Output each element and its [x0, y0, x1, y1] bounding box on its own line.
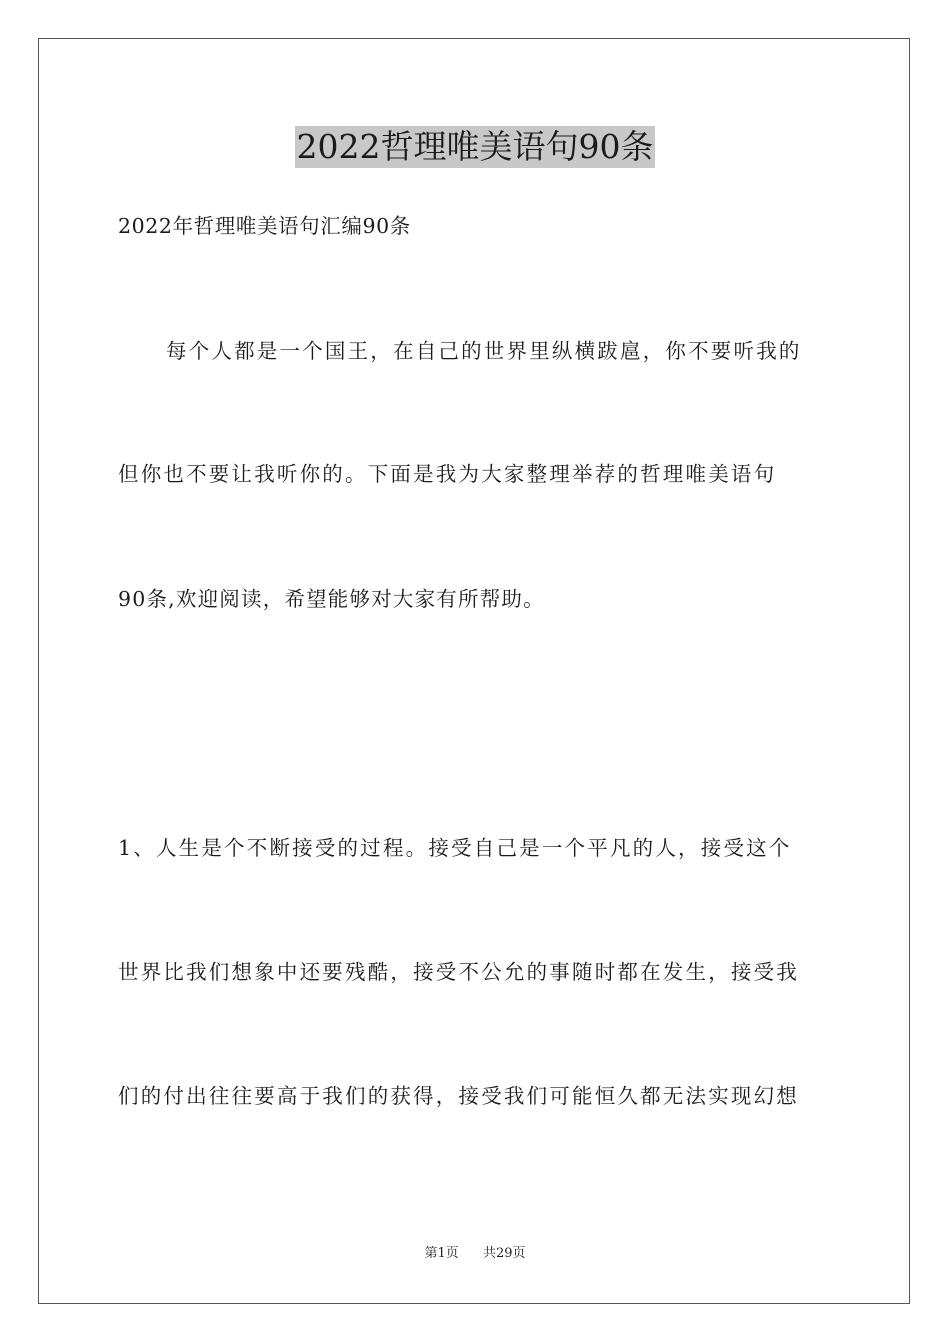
page-number: 第1页 [424, 1246, 459, 1261]
item-line-1: 1、人生是个不断接受的过程。接受自己是一个平凡的人，接受这个 [118, 836, 792, 860]
item-line-2: 世界比我们想象中还要残酷，接受不公允的事随时都在发生，接受我 [118, 960, 799, 984]
title-container [0, 126, 950, 168]
intro-line-1: 每个人都是一个国王，在自己的世界里纵横跋扈，你不要听我的 [166, 339, 802, 363]
page-total: 共29页 [483, 1246, 526, 1261]
page-footer [0, 1245, 950, 1263]
intro-line-3: 90条,欢迎阅读，希望能够对大家有所帮助。 [118, 587, 545, 611]
document-title: 2022哲理唯美语句90条 [296, 127, 654, 166]
document-subtitle: 2022年哲理唯美语句汇编90条 [118, 214, 411, 238]
item-line-3: 们的付出往往要高于我们的获得，接受我们可能恒久都无法实现幻想 [118, 1084, 799, 1108]
intro-line-2: 但你也不要让我听你的。下面是我为大家整理举荐的哲理唯美语句 [118, 462, 777, 486]
